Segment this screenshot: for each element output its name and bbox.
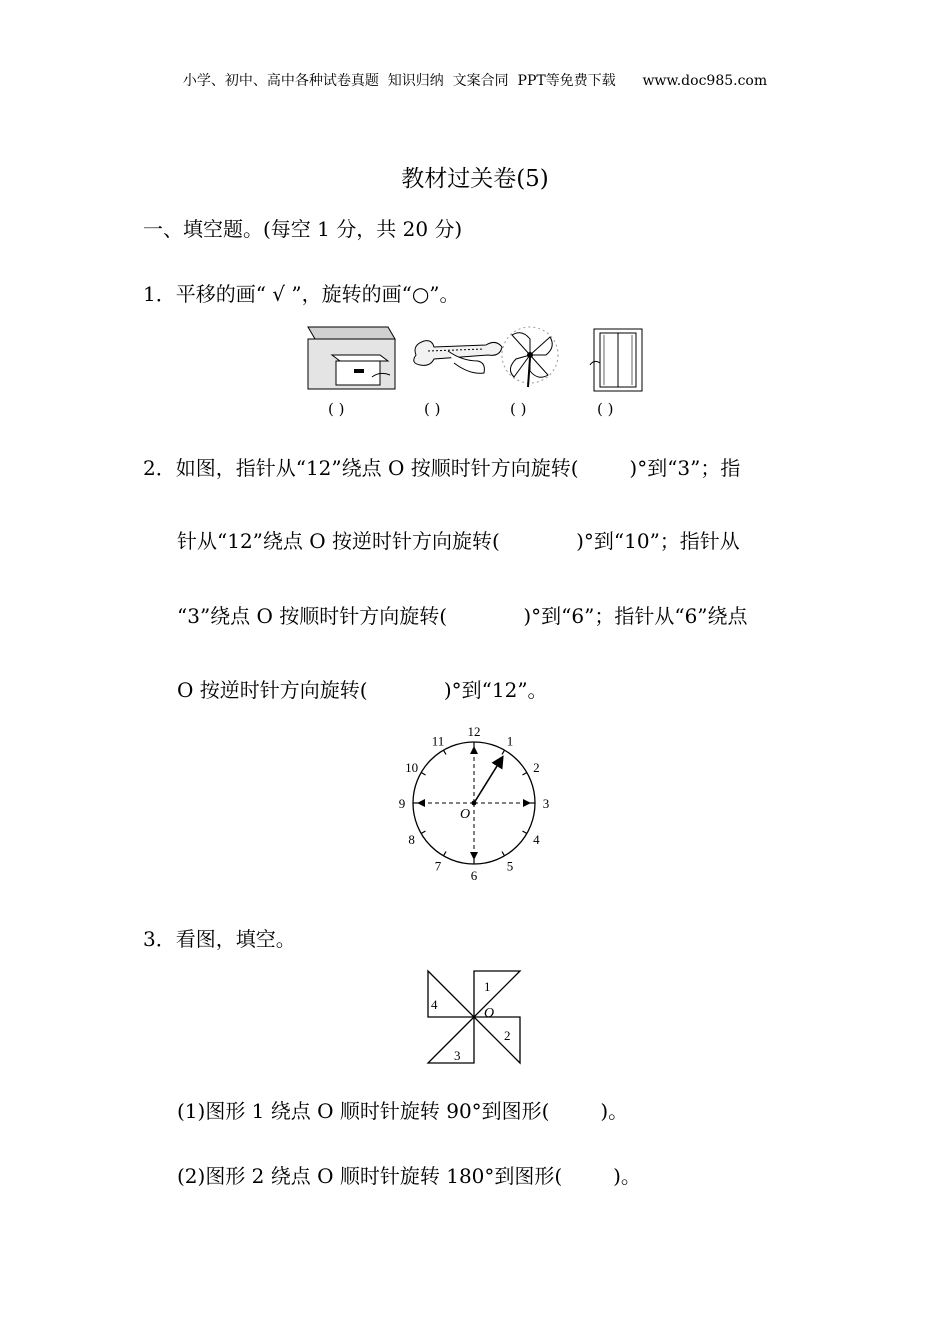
clock-tick [421,831,425,834]
q3-text: 3．看图，填空。 [143,927,296,951]
clock-tick [421,773,425,776]
clock-number-11: 11 [431,733,445,749]
clock-number-6: 6 [470,868,478,883]
fan-picture [502,327,558,387]
clock-center-label: O [460,807,471,822]
clock-hand-arrow [474,758,502,803]
clock-tick [502,851,505,855]
clock-tick [444,750,447,754]
q2-line-3: “3”绕点 O 按顺时针方向旋转( )°到“6”；指针从“6”绕点 [177,604,748,628]
triangle-label-1: 1 [484,979,491,994]
q3-sub-2: (2)图形 2 绕点 O 顺时针旋转 180°到图形( )。 [177,1164,641,1188]
triangle-label-4: 4 [431,997,438,1012]
triangle-label-2: 2 [504,1028,511,1043]
clock-tick [522,831,526,834]
triangle-label-3: 3 [454,1048,461,1063]
page-title: 教材过关卷(5) [401,166,549,192]
clock-number-3: 3 [542,796,550,811]
triangle-3 [428,1017,474,1063]
q1-answer-blank-1[interactable]: ( ) [328,400,345,418]
clock-number-10: 10 [405,760,419,775]
clock-number-12: 12 [467,724,481,739]
q1-answer-blank-4[interactable]: ( ) [597,400,614,418]
clock-number-7: 7 [434,858,442,874]
q2-line-1: 2．如图，指针从“12”绕点 O 按顺时针方向旋转( )°到“3”；指 [143,456,741,480]
clock-number-9: 9 [398,796,406,811]
triangle-2 [474,1017,520,1063]
clock-number-4: 4 [533,832,540,847]
clock-tick [444,851,447,855]
q1-text: 1．平移的画“ √ ”，旋转的画“○”。 [143,282,460,306]
triangle-1 [474,971,520,1017]
q1-answer-blank-3[interactable]: ( ) [510,400,527,418]
section-heading: 一、填空题。(每空 1 分，共 20 分) [143,217,463,241]
clock-number-8: 8 [408,832,415,847]
clock-tick [522,773,526,776]
q3-sub-1: (1)图形 1 绕点 O 顺时针旋转 90°到图形( )。 [177,1099,629,1123]
clock-tick [502,750,505,754]
pinwheel-figure [420,965,530,1075]
clock-figure [390,720,560,885]
page-header: 小学、初中、高中各种试卷真题 知识归纳 文案合同 PPT等免费下载 www.doc985.com [182,73,768,89]
q1-answer-blank-2[interactable]: ( ) [424,400,441,418]
wrench-picture [414,341,502,374]
q1-pictures [300,325,660,395]
center-point [472,801,477,806]
q2-line-2: 针从“12”绕点 O 按逆时针方向旋转( )°到“10”；指针从 [177,529,740,553]
clock-number-5: 5 [506,858,514,874]
drawer-picture [308,327,395,389]
clock-number-2: 2 [533,760,540,775]
window-picture [590,329,642,391]
q2-line-4: O 按逆时针方向旋转( )°到“12”。 [177,678,548,702]
pinwheel-center-label: O [484,1006,495,1021]
clock-number-1: 1 [506,733,514,749]
